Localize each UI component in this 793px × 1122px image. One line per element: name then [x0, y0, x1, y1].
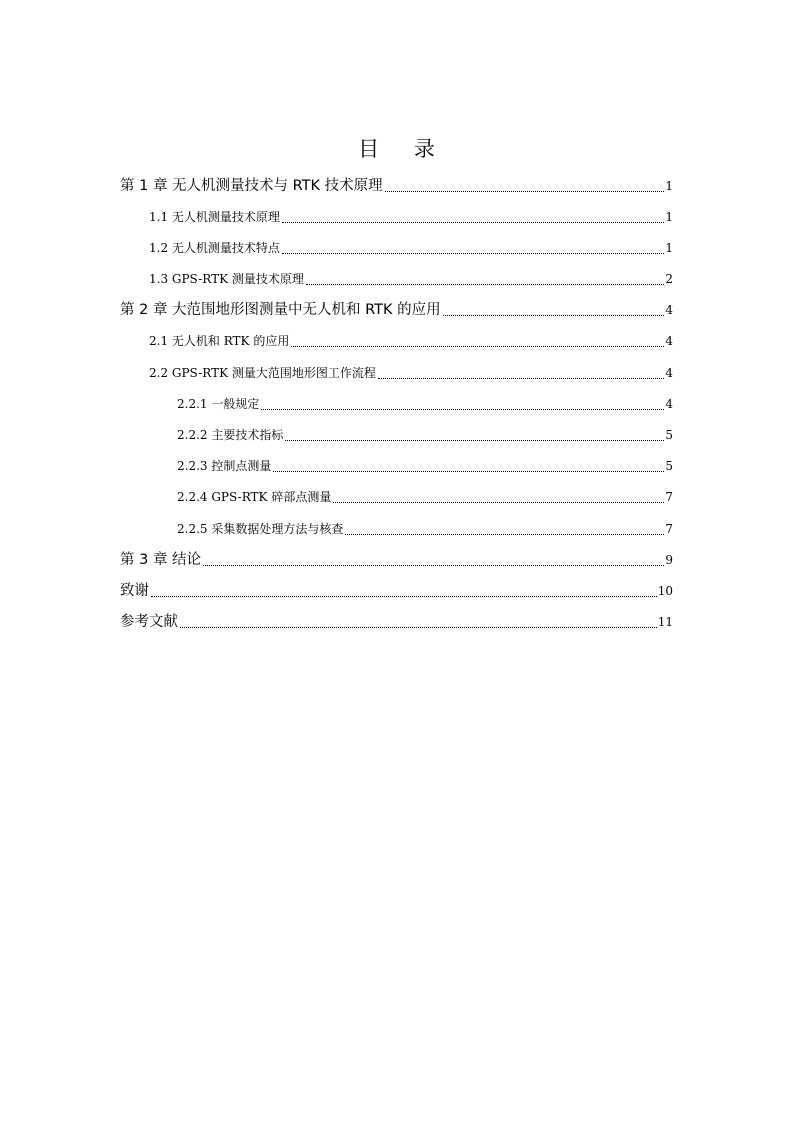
toc-entry-page: 4 — [665, 366, 673, 380]
toc-entry-page: 10 — [657, 584, 673, 598]
toc-entry-page: 7 — [665, 490, 673, 504]
toc-entry-label: 2.2.2 主要技术指标 — [177, 428, 284, 442]
toc-entry-references[interactable] — [120, 611, 673, 633]
toc-entry-page: 9 — [665, 553, 673, 567]
toc-entry-2-2[interactable] — [149, 362, 673, 384]
toc-entry-page: 4 — [665, 397, 673, 411]
toc-entry-label: 2.1 无人机和 RTK 的应用 — [149, 334, 290, 348]
dot-leader — [345, 534, 664, 535]
dot-leader — [151, 596, 657, 597]
dot-leader — [443, 315, 665, 316]
toc-entry-page: 5 — [665, 428, 673, 442]
toc-title: 目 录 — [358, 137, 449, 161]
toc-entry-page: 5 — [665, 459, 673, 473]
toc-entry-2-2-2[interactable] — [177, 424, 673, 446]
dot-leader — [180, 627, 657, 628]
toc-entry-label: 1.2 无人机测量技术特点 — [149, 241, 280, 255]
toc-entry-label: 第 1 章 无人机测量技术与 RTK 技术原理 — [120, 178, 383, 194]
toc-entry-label: 第 3 章 结论 — [120, 552, 202, 568]
toc-entry-2-2-5[interactable] — [177, 518, 673, 540]
toc-entry-page: 2 — [665, 272, 673, 286]
dot-leader — [385, 191, 665, 192]
dot-leader — [203, 565, 664, 566]
dot-leader — [291, 346, 664, 347]
toc-entry-2-1[interactable] — [149, 330, 673, 352]
toc-entry-page: 4 — [665, 303, 673, 317]
toc-entry-chapter-3[interactable] — [120, 549, 673, 571]
toc-entry-page: 4 — [665, 334, 673, 348]
toc-entry-label: 1.1 无人机测量技术原理 — [149, 210, 280, 224]
toc-entry-page: 11 — [657, 615, 673, 629]
toc-entry-label: 2.2.5 采集数据处理方法与核查 — [177, 522, 344, 536]
toc-entry-label: 2.2 GPS-RTK 测量大范围地形图工作流程 — [149, 366, 376, 380]
toc-entry-acknowledgements[interactable] — [120, 580, 673, 602]
toc-entry-chapter-2[interactable] — [120, 299, 673, 321]
toc-entry-1-3[interactable] — [149, 268, 673, 290]
dot-leader — [285, 440, 664, 441]
toc-entry-2-2-4[interactable] — [177, 486, 673, 508]
toc-entry-page: 1 — [665, 241, 673, 255]
dot-leader — [282, 253, 664, 254]
toc-entry-label: 2.2.1 一般规定 — [177, 397, 260, 411]
toc-entry-page: 7 — [665, 522, 673, 536]
toc-entry-2-2-3[interactable] — [177, 455, 673, 477]
toc-entry-page: 1 — [665, 210, 673, 224]
toc-entry-label: 2.2.4 GPS-RTK 碎部点测量 — [177, 490, 332, 504]
dot-leader — [261, 409, 664, 410]
toc-entry-label: 2.2.3 控制点测量 — [177, 459, 272, 473]
toc-entry-1-1[interactable] — [149, 206, 673, 228]
toc-entry-label: 致谢 — [120, 583, 149, 599]
toc-entry-label: 参考文献 — [120, 614, 178, 630]
dot-leader — [282, 222, 664, 223]
toc-entry-label: 第 2 章 大范围地形图测量中无人机和 RTK 的应用 — [120, 302, 441, 318]
dot-leader — [333, 502, 664, 503]
toc-entry-label: 1.3 GPS-RTK 测量技术原理 — [149, 272, 304, 286]
toc-entry-1-2[interactable] — [149, 237, 673, 259]
dot-leader — [306, 284, 664, 285]
toc-entry-chapter-1[interactable] — [120, 175, 673, 197]
toc-entry-2-2-1[interactable] — [177, 393, 673, 415]
dot-leader — [273, 471, 664, 472]
dot-leader — [378, 378, 664, 379]
toc-entry-page: 1 — [665, 179, 673, 193]
